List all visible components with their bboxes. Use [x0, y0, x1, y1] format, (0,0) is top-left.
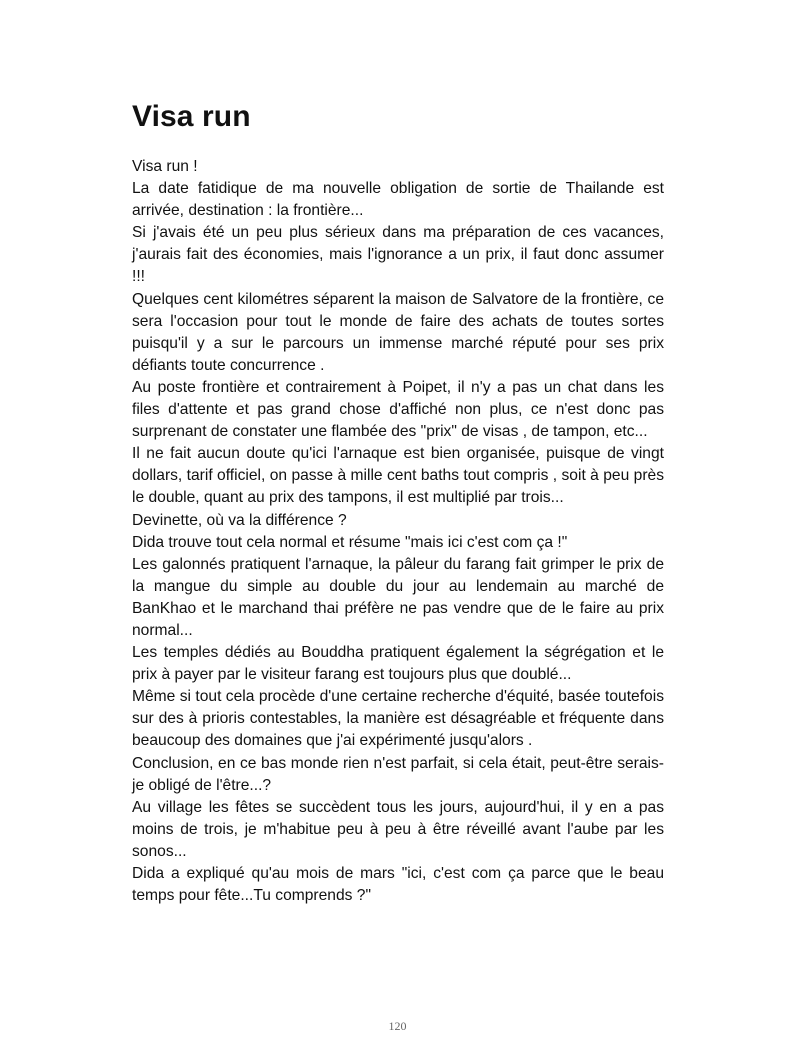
body-text [132, 156, 664, 907]
paragraph: Dida a expliqué qu'au mois de mars "ici, c'est com ça parce que le beau temps pour fête...Tu comprends ?" [132, 865, 664, 905]
paragraph: Conclusion, en ce bas monde rien n'est parfait, si cela était, peut-être serais-je obligé de l'être...? [132, 754, 664, 794]
page-number: 120 [388, 1019, 407, 1033]
paragraph: Quelques cent kilométres séparent la maison de Salvatore de la frontière, ce sera l'occasion pour tout le monde de faire des achats de toutes sortes puisqu'il y a sur le parcours un immense marché réputé pour ses prix défiants toute concurrence . [132, 290, 664, 374]
paragraph: Les galonnés pratiquent l'arnaque, la pâleur du farang fait grimper le prix de la mangue du simple au double du jour au lendemain au marché de BanKhao et le marchand thai préfère ne pas vendre que de le faire au prix normal... [132, 555, 664, 639]
paragraph: Dida trouve tout cela normal et résume "mais ici c'est com ça !" [132, 533, 568, 551]
paragraph: La date fatidique de ma nouvelle obligation de sortie de Thailande est arrivée, destination : la frontière... [132, 180, 664, 220]
paragraph: Devinette, où va la différence ? [132, 511, 347, 529]
paragraph: Visa run ! [132, 158, 198, 175]
paragraph: Si j'avais été un peu plus sérieux dans ma préparation de ces vacances, j'aurais fait des économies, mais l'ignorance a un prix, il faut donc assumer !!! [132, 224, 664, 286]
page-title: Visa run [132, 100, 251, 133]
paragraph: Au poste frontière et contrairement à Poipet, il n'y a pas un chat dans les files d'attente et pas grand chose d'affiché non plus, ce n'est donc pas surprenant de constater une flambée des "prix" de visas , de tampon, etc... [132, 378, 664, 441]
paragraph: Il ne fait aucun doute qu'ici l'arnaque est bien organisée, puisque de vingt dollars, tarif officiel, on passe à mille cent baths tout compris , soit à peu près le double, quant au prix des tampons, il est multiplié par trois... [132, 445, 664, 507]
paragraph: Les temples dédiés au Bouddha pratiquent également la ségrégation et le prix à payer par le visiteur farang est toujours plus que doublé... [132, 644, 664, 684]
paragraph: Même si tout cela procède d'une certaine recherche d'équité, basée toutefois sur des à prioris contestables, la manière est désagréable et fréquente dans beaucoup des domaines que j'ai expérimenté jusqu'alors . [132, 688, 664, 750]
paragraph: Au village les fêtes se succèdent tous les jours, aujourd'hui, il y en a pas moins de trois, je m'habitue peu à peu à être réveillé avant l'aube par les sonos... [132, 798, 664, 860]
